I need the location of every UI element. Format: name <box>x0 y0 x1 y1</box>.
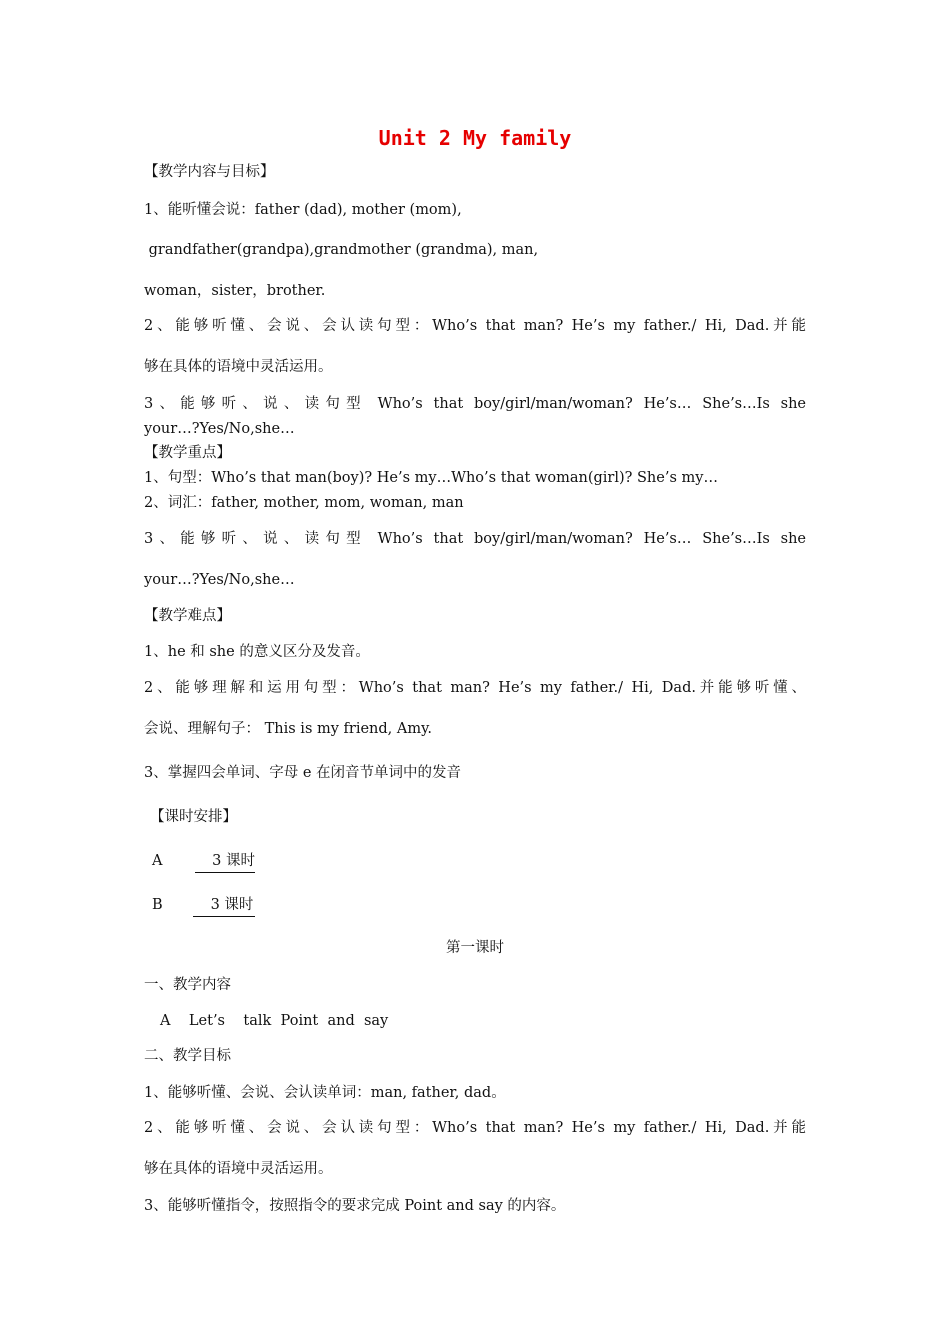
difficulty-item-1: 1、he 和 she 的意义区分及发音。 <box>144 644 370 660</box>
lesson-1-goal-1: 1、能够听懂、会说、会认读单词：man, father, dad。 <box>144 1085 506 1101</box>
goal-item-1-line-2: grandfather(grandpa),grandmother (grandma), man, <box>144 242 539 258</box>
goal-item-2-line-1: 2、能够听懂、会说、会认读句型：Who’s that man? He’s my father./ Hi, Dad.并能 <box>144 318 806 334</box>
lesson-1-content-line: A Let’s talk Point and say <box>160 1013 389 1029</box>
schedule-row-a-label: A <box>152 853 163 869</box>
section-heading-schedule: 【课时安排】 <box>150 809 237 825</box>
key-point-item-3-line-1: 3、能够听、说、读句型 Who’s that boy/girl/man/woman? He’s… She’s…Is she <box>144 531 806 547</box>
lesson-1-goal-2-line-1: 2、能够听懂、会说、会认读句型：Who’s that man? He’s my father./ Hi, Dad.并能 <box>144 1120 806 1136</box>
schedule-row-a-value: 3 课时 <box>195 851 255 873</box>
goal-item-3-line-2: your…?Yes/No,she… <box>144 421 295 437</box>
difficulty-item-3: 3、掌握四会单词、字母 e 在闭音节单词中的发音 <box>144 765 462 781</box>
lesson-1-goals-heading: 二、教学目标 <box>144 1048 231 1064</box>
goal-item-1-line-3: woman，sister，brother. <box>144 283 326 299</box>
section-heading-difficulties: 【教学难点】 <box>144 608 231 624</box>
lesson-1-goal-2-line-2: 够在具体的语境中灵活运用。 <box>144 1161 333 1177</box>
goal-item-3-line-1: 3、能够听、说、读句型 Who’s that boy/girl/man/woman? He’s… She’s…Is she <box>144 396 806 412</box>
lesson-1-heading: 第一课时 <box>446 940 504 956</box>
document-title: Unit 2 My family <box>378 126 572 150</box>
lesson-1-content-heading: 一、教学内容 <box>144 977 231 993</box>
goal-item-1-line-1: 1、能听懂会说：father (dad), mother (mom), <box>144 202 462 218</box>
key-point-item-2: 2、词汇：father, mother, mom, woman, man <box>144 495 464 511</box>
difficulty-item-2-line-1: 2、能够理解和运用句型：Who’s that man? He’s my father./ Hi, Dad.并能够听懂、 <box>144 680 806 696</box>
difficulty-item-2-line-2: 会说、理解句子： This is my friend, Amy. <box>144 721 432 737</box>
section-heading-content-goals: 【教学内容与目标】 <box>144 164 275 180</box>
schedule-row-b-label: B <box>152 897 163 913</box>
key-point-item-1: 1、句型：Who’s that man(boy)? He’s my…Who’s that woman(girl)? She’s my… <box>144 470 718 486</box>
section-heading-key-points: 【教学重点】 <box>144 445 231 461</box>
lesson-1-goal-3: 3、能够听懂指令，按照指令的要求完成 Point and say 的内容。 <box>144 1198 566 1214</box>
key-point-item-3-line-2: your…?Yes/No,she… <box>144 572 295 588</box>
schedule-row-b-value: 3 课时 <box>193 895 255 917</box>
goal-item-2-line-2: 够在具体的语境中灵活运用。 <box>144 359 333 375</box>
